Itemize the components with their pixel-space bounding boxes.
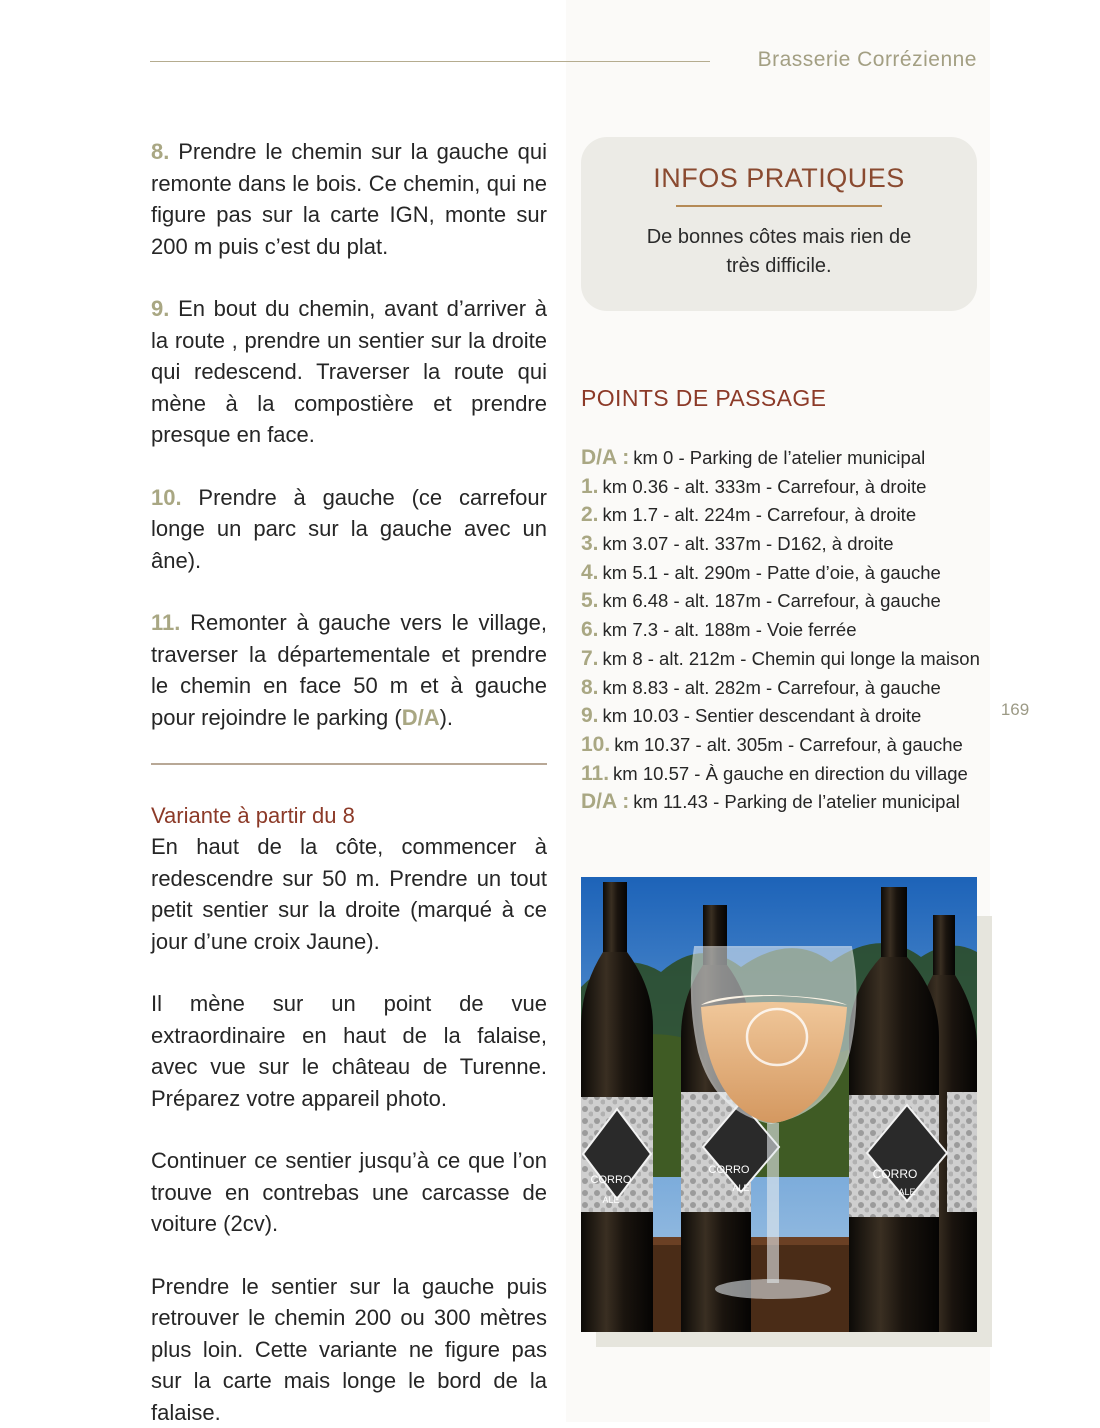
waypoint-item: [581, 444, 981, 473]
step-number: 10.: [151, 485, 182, 510]
waypoint-key: 10.: [581, 733, 610, 756]
waypoint-item: [581, 788, 981, 817]
waypoint-text: km 3.07 - alt. 337m - D162, à droite: [603, 533, 894, 554]
waypoint-text: km 5.1 - alt. 290m - Patte d’oie, à gauche: [603, 562, 941, 583]
waypoint-key: 7.: [581, 647, 599, 670]
bottle-label-ale: ALE: [732, 1183, 749, 1193]
waypoint-item: [581, 674, 981, 703]
step-number: 11.: [151, 610, 180, 635]
waypoint-item: [581, 559, 981, 588]
points-list: [581, 444, 981, 817]
waypoint-text: km 11.43 - Parking de l’atelier municipal: [633, 791, 960, 812]
variant-title: Variante à partir du 8: [151, 801, 547, 831]
info-title-underline: [676, 205, 882, 207]
waypoint-text: km 0.36 - alt. 333m - Carrefour, à droite: [603, 476, 927, 497]
waypoint-key: 11.: [581, 762, 609, 785]
variant-paragraph-2: Il mène sur un point de vue extraordinaire en haut de la falaise, avec vue sur le château de Turenne. Préparez votre appareil photo.: [151, 988, 547, 1114]
waypoint-key: 5.: [581, 589, 599, 612]
running-head: Brasserie Corrézienne: [720, 48, 977, 72]
waypoint-item: [581, 501, 981, 530]
waypoint-text: km 1.7 - alt. 224m - Carrefour, à droite: [603, 504, 917, 525]
waypoint-text: km 10.57 - À gauche en direction du village: [613, 763, 968, 784]
variant-paragraph-4: Prendre le sentier sur la gauche puis retrouver le chemin 200 ou 300 mètres plus loin. Cette variante ne figure pas sur la carte mais longe le bord de la falaise.: [151, 1271, 547, 1428]
bottle-label-text: CORRO: [873, 1167, 918, 1181]
step-number: 9.: [151, 296, 169, 321]
points-title: POINTS DE PASSAGE: [581, 385, 826, 412]
info-box: [581, 137, 977, 311]
waypoint-text: km 10.37 - alt. 305m - Carrefour, à gauche: [614, 734, 963, 755]
waypoint-item: [581, 473, 981, 502]
waypoint-key: 1.: [581, 475, 599, 498]
step-number: 8.: [151, 139, 169, 164]
step-text-end: ).: [440, 705, 453, 730]
waypoint-item: [581, 530, 981, 559]
waypoint-text: km 8.83 - alt. 282m - Carrefour, à gauche: [603, 677, 941, 698]
waypoint-item: [581, 616, 981, 645]
bottle-label-text: CORRO: [591, 1174, 632, 1186]
waypoint-key: D/A :: [581, 446, 629, 469]
waypoint-text: km 6.48 - alt. 187m - Carrefour, à gauche: [603, 590, 941, 611]
waypoint-item: [581, 645, 981, 674]
section-divider: [151, 763, 547, 765]
waypoint-key: 2.: [581, 503, 599, 526]
waypoint-item: [581, 587, 981, 616]
beer-photo: [581, 877, 977, 1332]
step-11: [151, 607, 547, 733]
waypoint-item: [581, 702, 981, 731]
step-10: [151, 482, 547, 577]
bottle-label-ale: ALE: [602, 1195, 619, 1205]
bottle-label-text: CORRO: [709, 1164, 750, 1176]
step-8: [151, 136, 547, 262]
page-number: 169: [990, 700, 1040, 720]
waypoint-key: 3.: [581, 532, 599, 555]
waypoint-key: 4.: [581, 561, 599, 584]
waypoint-key: 6.: [581, 618, 599, 641]
waypoint-text: km 8 - alt. 212m - Chemin qui longe la maison: [603, 648, 980, 669]
step-text: Prendre le chemin sur la gauche qui remonte dans le bois. Ce chemin, qui ne figure pas sur la carte IGN, monte sur 200 m puis c’est du plat.: [151, 139, 547, 259]
step-text: Prendre à gauche (ce carrefour longe un parc sur la gauche avec un âne).: [151, 485, 547, 573]
waypoint-text: km 10.03 - Sentier descendant à droite: [603, 705, 922, 726]
left-column: [151, 136, 547, 1428]
header-rule: [150, 61, 710, 62]
info-title: INFOS PRATIQUES: [581, 163, 977, 194]
variant-paragraph-3: Continuer ce sentier jusqu’à ce que l’on trouve en contrebas une carcasse de voiture (2cv).: [151, 1145, 547, 1240]
waypoint-text: km 7.3 - alt. 188m - Voie ferrée: [603, 619, 857, 640]
waypoint-item: [581, 760, 981, 789]
step-text: Remonter à gauche vers le village, traverser la départementale et prendre le chemin en face 50 m et à gauche pour rejoindre le parking (: [151, 610, 547, 730]
step-9: [151, 293, 547, 451]
depart-arrivee-marker: D/A: [402, 705, 440, 730]
waypoint-text: km 0 - Parking de l’atelier municipal: [633, 447, 925, 468]
step-text: En bout du chemin, avant d’arriver à la route , prendre un sentier sur la droite qui redescend. Traverser la route qui mène à la compostière et prendre presque en face.: [151, 296, 547, 447]
waypoint-key: 9.: [581, 704, 599, 727]
beer-photo-illustration: [581, 877, 977, 1332]
info-text: De bonnes côtes mais rien de très difficile.: [629, 223, 929, 281]
waypoint-key: D/A :: [581, 790, 629, 813]
waypoint-item: [581, 731, 981, 760]
bottle-label-ale: ALE: [898, 1187, 915, 1197]
variant-paragraph-1: En haut de la côte, commencer à redescendre sur 50 m. Prendre un tout petit sentier sur la droite (marqué à ce jour d’une croix Jaune).: [151, 831, 547, 957]
waypoint-key: 8.: [581, 676, 599, 699]
